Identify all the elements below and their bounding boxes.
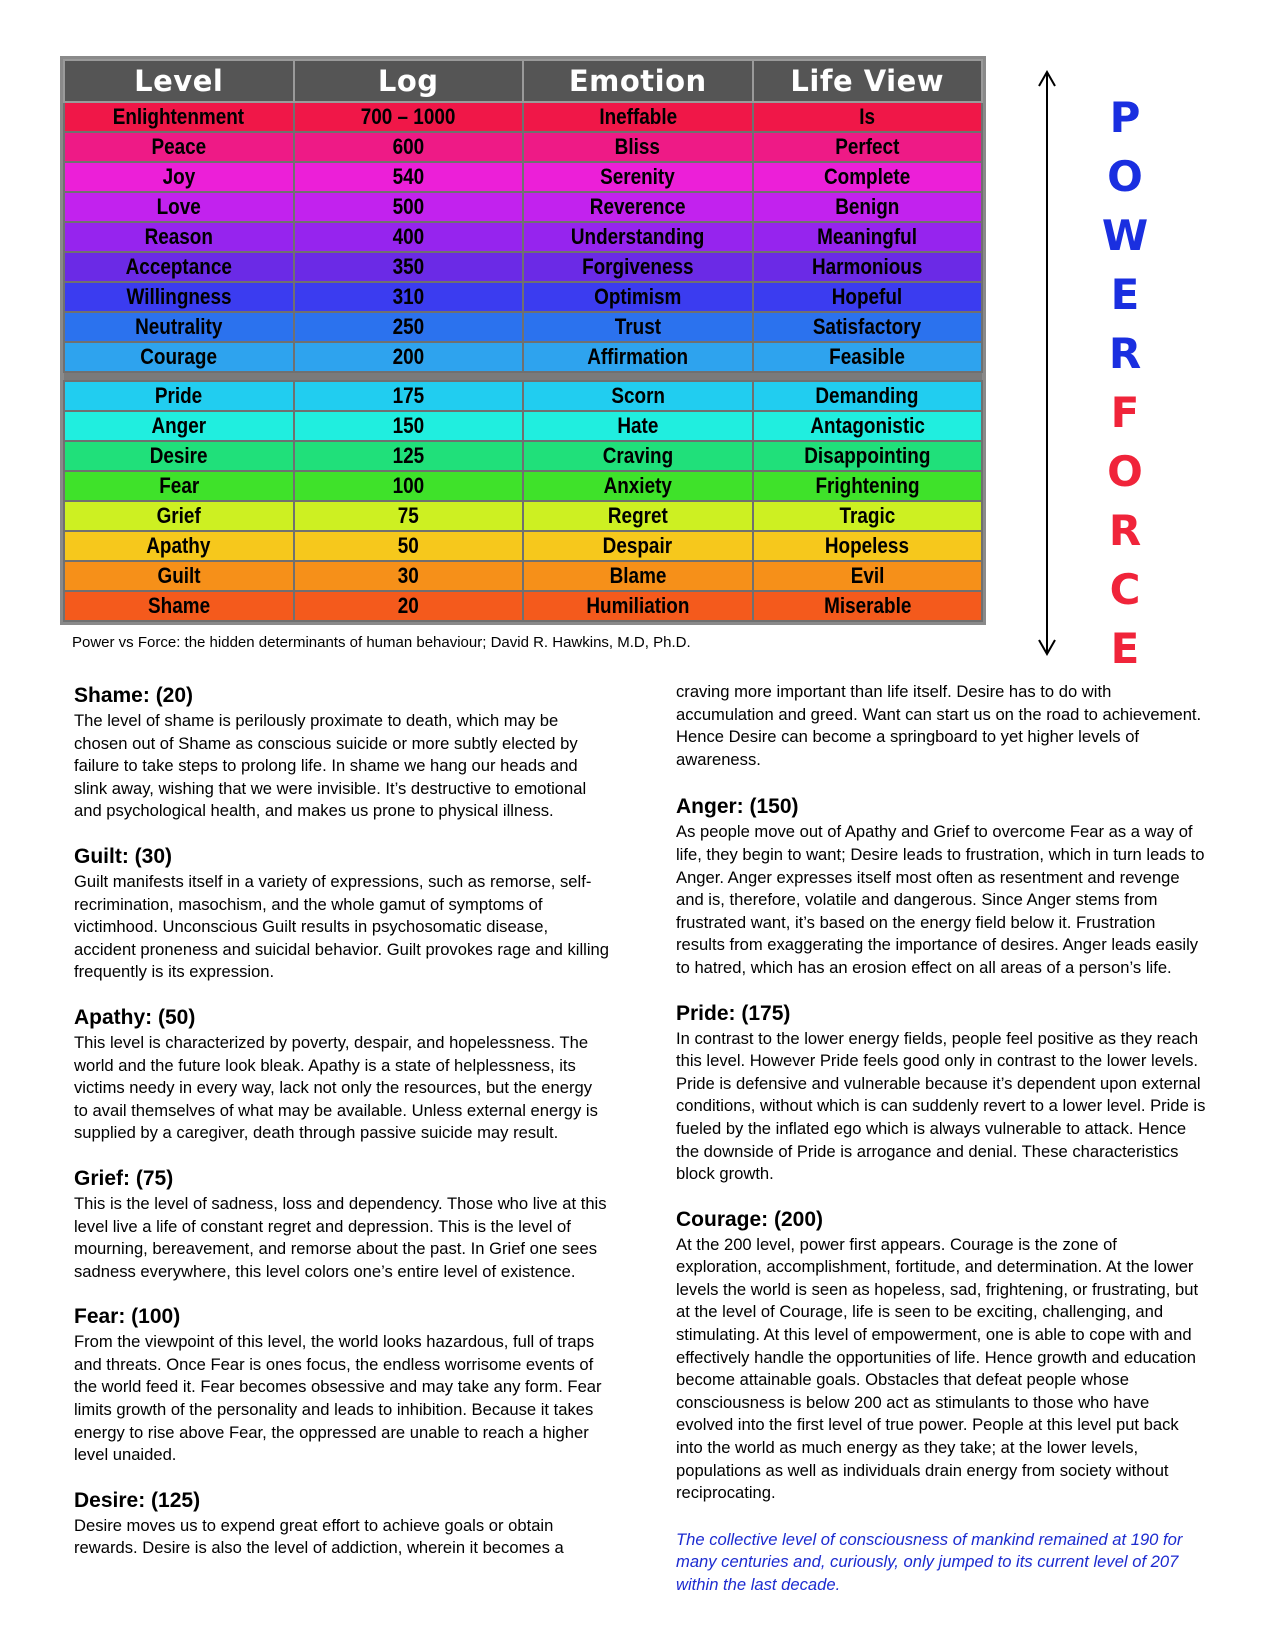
force-letter: F (1110, 388, 1140, 437)
power-letter: O (1107, 152, 1143, 201)
level-cell: Pride (64, 381, 294, 411)
level-cell: Enlightenment (64, 102, 294, 132)
level-section (74, 1487, 609, 1560)
section-title: Fear: (100) (74, 1305, 181, 1329)
emotion-cell: Scorn (523, 381, 753, 411)
level-section (74, 843, 609, 984)
force-letter: E (1110, 624, 1140, 673)
section-text: Desire moves us to expend great effort to achieve goals or obtain rewards. Desire is also the level of addiction, wherein it becomes a (74, 1515, 564, 1558)
emotion-cell: Reverence (523, 192, 753, 222)
table-row (64, 162, 982, 192)
level-cell: Courage (64, 342, 294, 372)
table-row (64, 381, 982, 411)
log-cell: 30 (294, 561, 524, 591)
level-section (676, 1206, 1206, 1505)
level-cell: Fear (64, 471, 294, 501)
log-cell: 75 (294, 501, 524, 531)
section-text: The level of shame is perilously proximate to death, which may be chosen out of Shame as conscious suicide or more subtly elected by failure to take steps to prolong life. In shame we hang our heads and slink away, wishing that we were invisible. It’s destructive to emotional and psychological health, and makes us prone to physical illness. (74, 711, 587, 821)
power-force-arrow (1036, 70, 1058, 656)
life-view-cell: Meaningful (753, 222, 983, 252)
section-title: Courage: (200) (676, 1207, 824, 1231)
section-title: Anger: (150) (676, 795, 799, 819)
emotion-cell: Ineffable (523, 102, 753, 132)
header-emotion: Emotion (523, 60, 753, 102)
level-cell: Anger (64, 411, 294, 441)
level-section (74, 1004, 609, 1145)
section-title: Pride: (175) (676, 1001, 791, 1025)
table-row (64, 531, 982, 561)
life-view-cell: Perfect (753, 132, 983, 162)
section-text: This is the level of sadness, loss and dependency. Those who live at this level live a life of constant regret and depression. This is the level of mourning, bereavement, and remorse about the past. In Grief one sees sadness everywhere, this level colors one’s entire level of existence. (74, 1193, 607, 1281)
life-view-cell: Miserable (753, 591, 983, 621)
table-row (64, 501, 982, 531)
header-life-view: Life View (753, 60, 983, 102)
level-section (676, 1000, 1206, 1186)
table-row (64, 411, 982, 441)
section-text: In contrast to the lower energy fields, people feel positive as they reach this level. However Pride feels good only in contrast to the lower levels. Pride is defensive and vulnerable because it’s dependent upon external conditions, without which is can suddenly revert to a lower level. Pride is fueled by the inflated ego which is always vulnerable to attack. Hence the downside of Pride is arrogance and denial. These characteristics block growth. (676, 1028, 1206, 1184)
log-cell: 600 (294, 132, 524, 162)
header-level: Level (64, 60, 294, 102)
power-letter: W (1101, 211, 1149, 260)
level-section (676, 793, 1206, 979)
life-view-cell: Benign (753, 192, 983, 222)
life-view-cell: Is (753, 102, 983, 132)
power-letter: E (1110, 270, 1140, 319)
emotion-cell: Anxiety (523, 471, 753, 501)
table-row (64, 132, 982, 162)
life-view-cell: Demanding (753, 381, 983, 411)
log-cell: 500 (294, 192, 524, 222)
emotion-cell: Despair (523, 531, 753, 561)
emotion-cell: Hate (523, 411, 753, 441)
table-row (64, 282, 982, 312)
log-cell: 400 (294, 222, 524, 252)
force-letter: O (1107, 447, 1143, 496)
table-body (64, 102, 982, 621)
left-column (74, 682, 609, 1580)
log-cell: 250 (294, 312, 524, 342)
section-title: Shame: (20) (74, 684, 194, 707)
divider-cell (64, 372, 982, 381)
level-cell: Apathy (64, 531, 294, 561)
section-title: Apathy: (50) (74, 1005, 196, 1029)
table-row (64, 102, 982, 132)
emotion-cell: Optimism (523, 282, 753, 312)
log-cell: 150 (294, 411, 524, 441)
table-row (64, 342, 982, 372)
life-view-cell: Hopeless (753, 531, 983, 561)
log-cell: 175 (294, 381, 524, 411)
log-cell: 200 (294, 342, 524, 372)
log-cell: 700 – 1000 (294, 102, 524, 132)
right-column (676, 681, 1206, 1613)
log-cell: 310 (294, 282, 524, 312)
emotion-cell: Bliss (523, 132, 753, 162)
power-letter: P (1109, 93, 1141, 142)
power-force-letters (1095, 88, 1155, 678)
table-row (64, 441, 982, 471)
log-cell: 125 (294, 441, 524, 471)
levels-table (63, 59, 983, 622)
closing-note: The collective level of consciousness of mankind remained at 190 for many centuries and, curiously, only jumped to its current level of 207 within the last decade. (676, 1529, 1183, 1594)
table-row (64, 591, 982, 621)
log-cell: 100 (294, 471, 524, 501)
level-cell: Willingness (64, 282, 294, 312)
emotion-cell: Craving (523, 441, 753, 471)
emotion-cell: Serenity (523, 162, 753, 192)
life-view-cell: Hopeful (753, 282, 983, 312)
header-log: Log (294, 60, 524, 102)
level-section (74, 682, 609, 823)
section-text: Guilt manifests itself in a variety of expressions, such as remorse, self-recrimination, masochism, and the whole gamut of symptoms of victimhood. Unconscious Guilt results in psychosomatic disease, accident proneness and suicidal behavior. Guilt provokes rage and killing frequently is its expression. (74, 871, 610, 982)
table-row (64, 471, 982, 501)
level-cell: Peace (64, 132, 294, 162)
right-sections (676, 793, 1206, 1504)
level-cell: Guilt (64, 561, 294, 591)
emotion-cell: Understanding (523, 222, 753, 252)
citation: Power vs Force: the hidden determinants of human behaviour; David R. Hawkins, M.D, Ph.D. (72, 634, 691, 651)
section-title: Grief: (75) (74, 1166, 174, 1190)
life-view-cell: Evil (753, 561, 983, 591)
section-title: Desire: (125) (74, 1488, 201, 1512)
emotion-cell: Regret (523, 501, 753, 531)
table-row (64, 192, 982, 222)
log-cell: 540 (294, 162, 524, 192)
section-title: Guilt: (30) (74, 844, 172, 868)
life-view-cell: Feasible (753, 342, 983, 372)
table-row (64, 312, 982, 342)
section-text: As people move out of Apathy and Grief to overcome Fear as a way of life, they begin to want; Desire leads to frustration, which in turn leads to Anger. Anger expresses itself most often as resentment and revenge and is, therefore, volatile and dangerous. Since Anger stems from frustrated want, it’s based on the energy field below it. Frustration results from exaggerating the importance of desires. Anger leads easily to hatred, which has an erosion effect on all areas of a person’s life. (676, 822, 1205, 977)
table-header-row (64, 60, 982, 102)
force-letter: C (1109, 565, 1141, 614)
life-view-cell: Complete (753, 162, 983, 192)
levels-of-consciousness-table (60, 56, 986, 625)
level-section (74, 1165, 609, 1283)
power-force-divider (64, 372, 982, 381)
log-cell: 50 (294, 531, 524, 561)
desire-continuation: craving more important than life itself. Desire has to do with accumulation and greed. Want can start us on the road to achievement. Hence Desire can become a springboard to yet higher levels of awareness. (676, 682, 1202, 769)
life-view-cell: Disappointing (753, 441, 983, 471)
level-cell: Desire (64, 441, 294, 471)
section-text: This level is characterized by poverty, despair, and hopelessness. The world and the future look bleak. Apathy is a state of helplessness, its victims needy in every way, lack not only the resources, but the energy to avail themselves of what may be available. Unless external energy is supplied by a caregiver, death through passive suicide may result. (74, 1032, 598, 1143)
level-cell: Love (64, 192, 294, 222)
table-row (64, 252, 982, 282)
life-view-cell: Harmonious (753, 252, 983, 282)
force-letter: R (1108, 506, 1142, 555)
life-view-cell: Satisfactory (753, 312, 983, 342)
section-text: At the 200 level, power first appears. Courage is the zone of exploration, accomplishment, fortitude, and determination. At the lower levels the world is seen as hopeless, sad, frightening, or frustrating, but at the level of Courage, life is seen to be exciting, challenging, and stimulating. At this level of empowerment, one is able to cope with and effectively handle the opportunities of life. Hence growth and education become attainable goals. Obstacles that defeat people whose consciousness is below 200 act as stimulants to those who have evolved into the first level of true power. People at this level put back into the world as much energy as they take; at the lower levels, populations as well as individuals drain energy from society without reciprocating. (676, 1234, 1199, 1503)
life-view-cell: Tragic (753, 501, 983, 531)
level-cell: Joy (64, 162, 294, 192)
life-view-cell: Antagonistic (753, 411, 983, 441)
section-text: From the viewpoint of this level, the world looks hazardous, full of traps and threats. Once Fear is ones focus, the endless worrisome events of the world feed it. Fear becomes obsessive and may take any form. Fear limits growth of the personality and leads to inhibition. Because it takes energy to rise above Fear, the oppressed are unable to reach a higher level unaided. (74, 1332, 602, 1465)
emotion-cell: Forgiveness (523, 252, 753, 282)
power-letter: R (1108, 329, 1142, 378)
level-cell: Grief (64, 501, 294, 531)
level-cell: Acceptance (64, 252, 294, 282)
level-section (74, 1303, 609, 1467)
emotion-cell: Blame (523, 561, 753, 591)
table-row (64, 561, 982, 591)
log-cell: 20 (294, 591, 524, 621)
life-view-cell: Frightening (753, 471, 983, 501)
emotion-cell: Affirmation (523, 342, 753, 372)
level-cell: Neutrality (64, 312, 294, 342)
emotion-cell: Humiliation (523, 591, 753, 621)
level-cell: Shame (64, 591, 294, 621)
emotion-cell: Trust (523, 312, 753, 342)
table-row (64, 222, 982, 252)
level-cell: Reason (64, 222, 294, 252)
log-cell: 350 (294, 252, 524, 282)
